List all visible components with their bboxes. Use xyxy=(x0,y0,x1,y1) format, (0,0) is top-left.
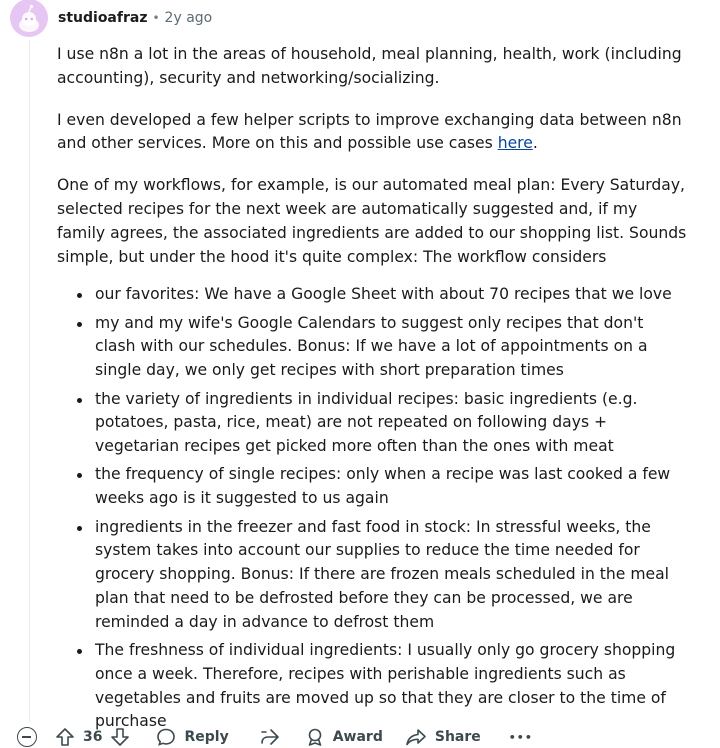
paragraph-2-text: I even developed a few helper scripts to improve exchanging data between n8n and other services. More on this and possible use cases xyxy=(57,110,682,153)
award-button[interactable] xyxy=(305,727,383,747)
collapse-icon[interactable] xyxy=(17,727,37,747)
share-button[interactable] xyxy=(405,727,481,747)
list-item: the variety of ingredients in individual recipes: basic ingredients (e.g. potatoes, pasta, rice, meat) are not repeated on following days + vegetarian recipes get picked more often than the ones with meat xyxy=(95,388,687,459)
timestamp[interactable]: 2y ago xyxy=(164,10,213,26)
paragraph-3: One of my workflows, for example, is our automated meal plan: Every Saturday, selected recipes for the next week are automatically suggested and, if my family agrees, the associated ingredients are added to our shopping list. Sounds simple, but under the hood it's quite complex: The workflow considers xyxy=(57,176,687,266)
comment-actions xyxy=(17,724,533,748)
award-icon xyxy=(305,727,325,747)
comment-header xyxy=(10,0,212,36)
meta-separator: • xyxy=(152,11,160,25)
share-icon xyxy=(405,727,427,747)
avatar[interactable] xyxy=(10,0,48,37)
list-item: our favorites: We have a Google Sheet with about 70 recipes that we love xyxy=(95,283,687,307)
snoo-avatar-icon xyxy=(10,0,48,37)
list-item: The freshness of individual ingredients: I usually only go grocery shopping once a week. Therefore, recipes with perishable ingredients such as vegetables and fruits are moved up so that they are closer to the time of purchase xyxy=(95,639,687,734)
more-icon[interactable]: ••• xyxy=(508,730,533,744)
comment-body xyxy=(57,43,687,739)
reply-label: Reply xyxy=(184,729,229,745)
list-item: my and my wife's Google Calendars to suggest only recipes that don't clash with our schedules. Bonus: If we have a lot of appointments on a single day, we only get recipes with short preparation times xyxy=(95,312,687,383)
award-label: Award xyxy=(332,729,383,745)
paragraph-2-end: . xyxy=(532,134,538,153)
share-label: Share xyxy=(434,729,481,745)
upvote-icon[interactable] xyxy=(55,727,75,747)
paragraph-2 xyxy=(57,109,687,157)
list-item: the frequency of single recipes: only when a recipe was last cooked a few weeks ago is it suggested to us again xyxy=(95,463,687,511)
vote-count: 36 xyxy=(83,729,103,745)
author-name[interactable]: studioafraz xyxy=(58,10,148,26)
paragraph-1: I use n8n a lot in the areas of household, meal planning, health, work (including accounting), security and networking/socializing. xyxy=(57,45,682,87)
list-item: ingredients in the freezer and fast food in stock: In stressful weeks, the system takes into account our supplies to reduce the time needed for grocery shopping. Bonus: If there are frozen meals scheduled in the meal plan that need to be defrosted before they can be processed, we are reminded a day in advance to defrost them xyxy=(95,516,687,635)
downvote-icon[interactable] xyxy=(110,727,130,747)
reply-icon xyxy=(156,727,176,747)
here-link[interactable]: here xyxy=(497,134,533,153)
reply-button[interactable] xyxy=(156,727,228,747)
share-thread-icon[interactable] xyxy=(259,727,281,747)
workflow-list xyxy=(95,283,687,734)
thread-line xyxy=(29,40,30,722)
